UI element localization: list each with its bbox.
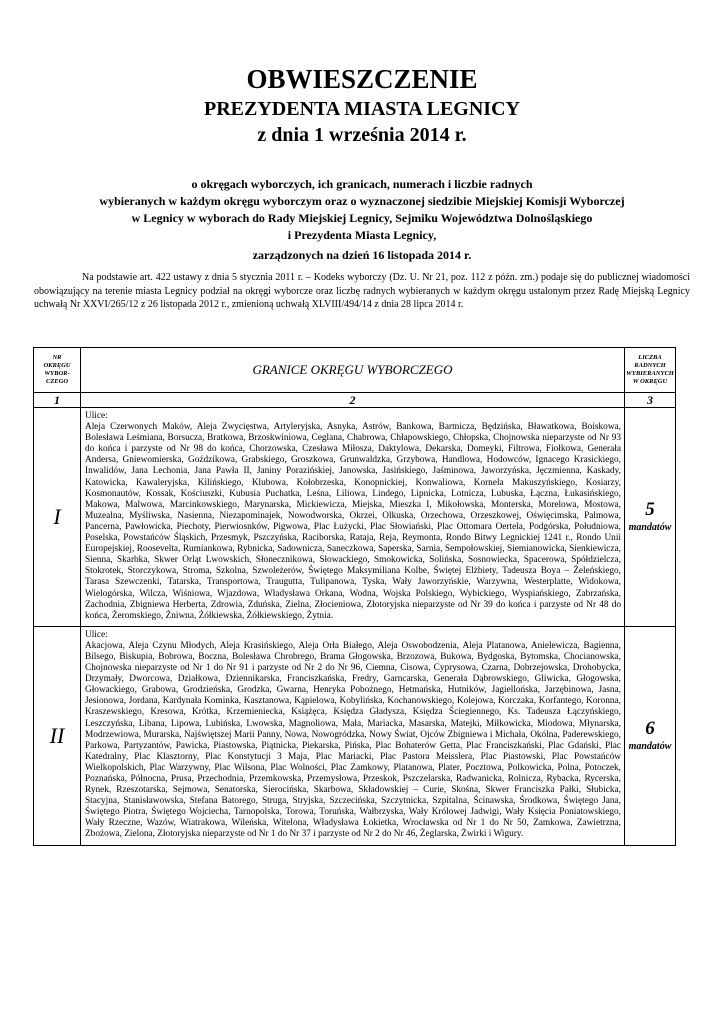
header-line: NR <box>52 354 62 361</box>
document-subject <box>0 176 724 264</box>
streets-label: Ulice: <box>85 629 108 640</box>
document-title: OBWIESZCZENIE <box>246 64 478 94</box>
column-number: 3 <box>625 393 676 408</box>
column-number: 1 <box>34 393 81 408</box>
table-row <box>34 626 676 845</box>
mandates-count: 6 <box>645 717 655 739</box>
header-line: LICZBA <box>638 354 662 361</box>
districts-table <box>33 347 676 846</box>
document-date: z dnia 1 września 2014 r. <box>257 124 467 146</box>
streets-label: Ulice: <box>85 411 108 421</box>
header-line: W OKRĘGU <box>632 378 668 385</box>
document-issuer: PREZYDENTA MIASTA LEGNICY <box>204 98 520 120</box>
column-number: 2 <box>81 393 625 408</box>
mandates-label: mandatów <box>628 740 672 752</box>
district-streets <box>81 626 625 845</box>
subject-line: w Legnicy w wyborach do Rady Miejskiej Legnicy, Sejmiku Województwa Dolnośląskiego <box>131 211 593 225</box>
subject-line: o okręgach wyborczych, ich granicach, numerach i liczbie radnych <box>191 177 533 191</box>
subject-line: i Prezydenta Miasta Legnicy, <box>287 228 437 242</box>
district-streets <box>81 408 625 627</box>
subject-line: wybieranych w każdym okręgu wyborczym oraz o wyznaczonej siedzibie Miejskiej Komisji Wyborczej <box>99 194 625 208</box>
table-row <box>34 408 676 627</box>
streets-list: Akacjowa, Aleja Czynu Młodych, Aleja Krasińskiego, Aleja Orła Białego, Aleja Oswobodzenia, Aleja Platanowa, Anielewicza, Bagienna, Bilsego, Biskupia, Bobrowa, Boczna, Bolesława Chrobrego, Brama Głogowska, Brzozowa, Bukowa, Bydgoska, Bytomska, Chocianowska, Chojnowska nieparzyste od Nr 1 do Nr 91 i parzyste od Nr 2 do Nr 96, Ciemna, Cisowa, Cyprysowa, Czarna, Dobrzejowska, Drohobycka, Drzymały, Dworcowa, Działkowa, Dziennikarska, Franciszkańska, Fredry, Garncarska, Generała Dąbrowskiego, Gliwicka, Głogowska, Głowackiego, Grabowa, Grodzieńska, Grodzka, Gwarna, Henryka Pobożnego, Hetmańska, Hutników, Jagiellońska, Jarzębinowa, Jasna, Jesionowa, Jordana, Kardynała Kominka, Kasztanowa, Kąpielowa, Kobylińska, Kochanowskiego, Kolejowa, Korczaka, Korfantego, Koronna, Kraszewskiego, Kresowa, Krótka, Krzemieniecka, Książęca, Księdza Gładysza, Księdza Ściegiennego, Ks. Tadeusza Łączyńskiego, Leszczyńska, Libana, Lipowa, Lubińska, Lwowska, Magnoliowa, Mała, Mariacka, Masarska, Matejki, Miłkowicka, Miodowa, Młynarska, Modrzewiowa, Murarska, Najświętszej Marii Panny, Nowa, Nowogródzka, Nowy Świat, Ojców Zbigniewa i Michała, Okólna, Paderewskiego, Parkowa, Partyzantów, Pawicka, Piastowska, Piątnicka, Piekarska, Pińska, Plac Bohaterów Getta, Plac Franciszkański, Plac Gdański, Plac Katedralny, Plac Klasztorny, Plac Konstytucji 3 Maja, Plac Mariacki, Plac Pastora Meisslera, Plac Piastowski, Plac Powstańców Wielkopolskich, Plac Warzywny, Plac Wilsona, Plac Wolności, Plac Zamkowy, Platanowa, Plater, Pocztowa, Polkowicka, Polna, Potoczek, Poznańska, Północna, Prusa, Przechodnia, Przemkowska, Przemysłowa, Przeskok, Pszczelarska, Radwanicka, Rolnicza, Rybacka, Rycerska, Rynek, Rzeszotarska, Sejmowa, Senatorska, Sierocińska, Skarbowa, Składowskiej – Curie, Skośna, Skwer Franciszka Pałki, Słubicka, Stacyjna, Stanisławowska, Stefana Batorego, Struga, Stryjska, Szczecińska, Szczytnicka, Szpitalna, Ścinawska, Środkowa, Świętego Jana, Świętego Piotra, Świętego Wojciecha, Tarnopolska, Torowa, Toruńska, Wałbrzyska, Wały Królowej Jadwigi, Wały Księcia Poniatowskiego, Wały Rzeczne, Wazów, Wiatrakowa, Wileńska, Witelona, Władysława Łokietka, Wrocławska od Nr 1 do Nr 50, Zamkowa, Zawietrzna, Zbożowa, Zielona, Złotoryjska nieparzyste od Nr 1 do Nr 37 i parzyste od Nr 2 do Nr 46, Żeglarska, Żwirki i Wigury. <box>85 640 621 840</box>
header-line: CZEGO <box>45 378 69 385</box>
header-line: OKRĘGU <box>43 362 71 369</box>
header-line: WYBOR- <box>44 370 70 377</box>
header-district-number <box>34 348 81 393</box>
header-councillors-count <box>625 348 676 393</box>
header-line: WYBIERANYCH <box>626 370 674 377</box>
mandates-count: 5 <box>645 498 655 520</box>
intro-paragraph: Na podstawie art. 422 ustawy z dnia 5 stycznia 2011 r. – Kodeks wyborczy (Dz. U. Nr 21, poz. 112 z późn. zm.) podaje się do publicznej wiadomości obowiązujący na terenie miasta Legnicy podział na okręgi wyborcze oraz liczbę radnych wybieranych w każdym okręgu ustalonym przez Radę Miejską Legnicy uchwałą Nr XXVI/265/12 z 26 listopada 2012 r., zmienioną uchwałą XLVIII/494/14 z dnia 28 lipca 2014 r. <box>34 272 690 310</box>
subject-line: zarządzonych na dzień 16 listopada 2014 r. <box>252 248 472 262</box>
mandates-label: mandatów <box>628 521 672 533</box>
streets-list: Aleja Czerwonych Maków, Aleja Zwycięstwa, Artyleryjska, Asnyka, Astrów, Bankowa, Bartnicza, Będzińska, Bławatkowa, Boiskowa, Bolesława Leśmiana, Borsucza, Bratkowa, Brzoskwiniowa, Ceglana, Chabrowa, Chłapowskiego, Chłopska, Chojnowska nieparzyste od Nr 93 do końca i parzyste od Nr 98 do końca, Chorzowska, Czesława Miłosza, Daktylowa, Dekarska, Domeyki, Filtrowa, Fiołkowa, Generała Andersa, Gniewomierska, Goździkowa, Grabskiego, Groszkowa, Grunwaldzka, Grzybowa, Handlowa, Hodowców, Ignacego Krasickiego, Inwalidów, Jana Lechonia, Jana Pawła II, Janiny Porazińskiej, Janowska, Jasińskiego, Jaśminowa, Jaworzyńska, Jęczmienna, Kaskady, Katowicka, Kawaleryjska, Kilińskiego, Klubowa, Kołobrzeska, Konopnickiej, Konwaliowa, Kornela Makuszyńskiego, Kosiarzy, Kosmonautów, Kossak, Kościuszki, Kubusia Puchatka, Leśna, Liliowa, Lindego, Lipnicka, Lotnicza, Lubuska, Łączna, Łukasińskiego, Makowa, Malwowa, Marcinkowskiego, Marynarska, Mickiewicza, Miejska, Mieszka I, Mikołowska, Monterska, Morelowa, Mostowa, Muzealna, Myśliwska, Nasienna, Niezapominajek, Nowodworska, Okrzei, Olkuska, Orzechowa, Orzeszkowej, Oświęcimska, Palmowa, Pancerna, Pawłowicka, Piechoty, Pierwiosnków, Pigwowa, Plac Łużycki, Plac Słowiański, Plac Ottomara Oertela, Podgórska, Południowa, Poselska, Powstańców Śląskich, Przesmyk, Pszczyńska, Raciborska, Rataja, Reja, Reymonta, Rondo Bitwy Legnickiej 1241 r., Rondo Unii Europejskiej, Roosevelta, Rumiankowa, Rybnicka, Sadownicza, Saneczkowa, Saperska, Sarnia, Sempołowskiej, Siemianowicka, Sienkiewicza, Sienna, Skarbka, Skwer Orląt Lwowskich, Słonecznikowa, Słowackiego, Smokowicka, Solińska, Sosnowiecka, Spacerowa, Spółdzielcza, Stokrotek, Storczykowa, Stroma, Szkolna, Szwoleżerów, Świętego Maksymiliana Kolbe, Świętej Elżbiety, Tadeusza Boya – Żeleńskiego, Tarasa Szewczenki, Tatarska, Transportowa, Traugutta, Tulipanowa, Tyska, Wały Jaworzyńskie, Warzywna, Westerplatte, Widokowa, Wielogórska, Wilcza, Wiśniowa, Wjazdowa, Władysława Orkana, Wodna, Wojska Polskiego, Wybickiego, Wyspiańskiego, Zabrzańska, Zachodnia, Zbigniewa Herberta, Zdrowia, Zduńska, Zielna, Złocieniowa, Złotoryjska nieparzyste od Nr 39 do końca i parzyste od Nr 48 do końca, Żeromskiego, Żniwna, Żółkiewska, Żółkiewskiego, Żytnia. <box>85 422 621 621</box>
column-number-row <box>34 393 676 408</box>
header-line: RADNYCH <box>634 362 666 369</box>
district-mandates <box>625 408 676 627</box>
table-header-row <box>34 348 676 393</box>
district-number: II <box>34 626 81 845</box>
district-mandates <box>625 626 676 845</box>
header-district-boundaries: GRANICE OKRĘGU WYBORCZEGO <box>81 348 625 393</box>
district-number: I <box>34 408 81 627</box>
